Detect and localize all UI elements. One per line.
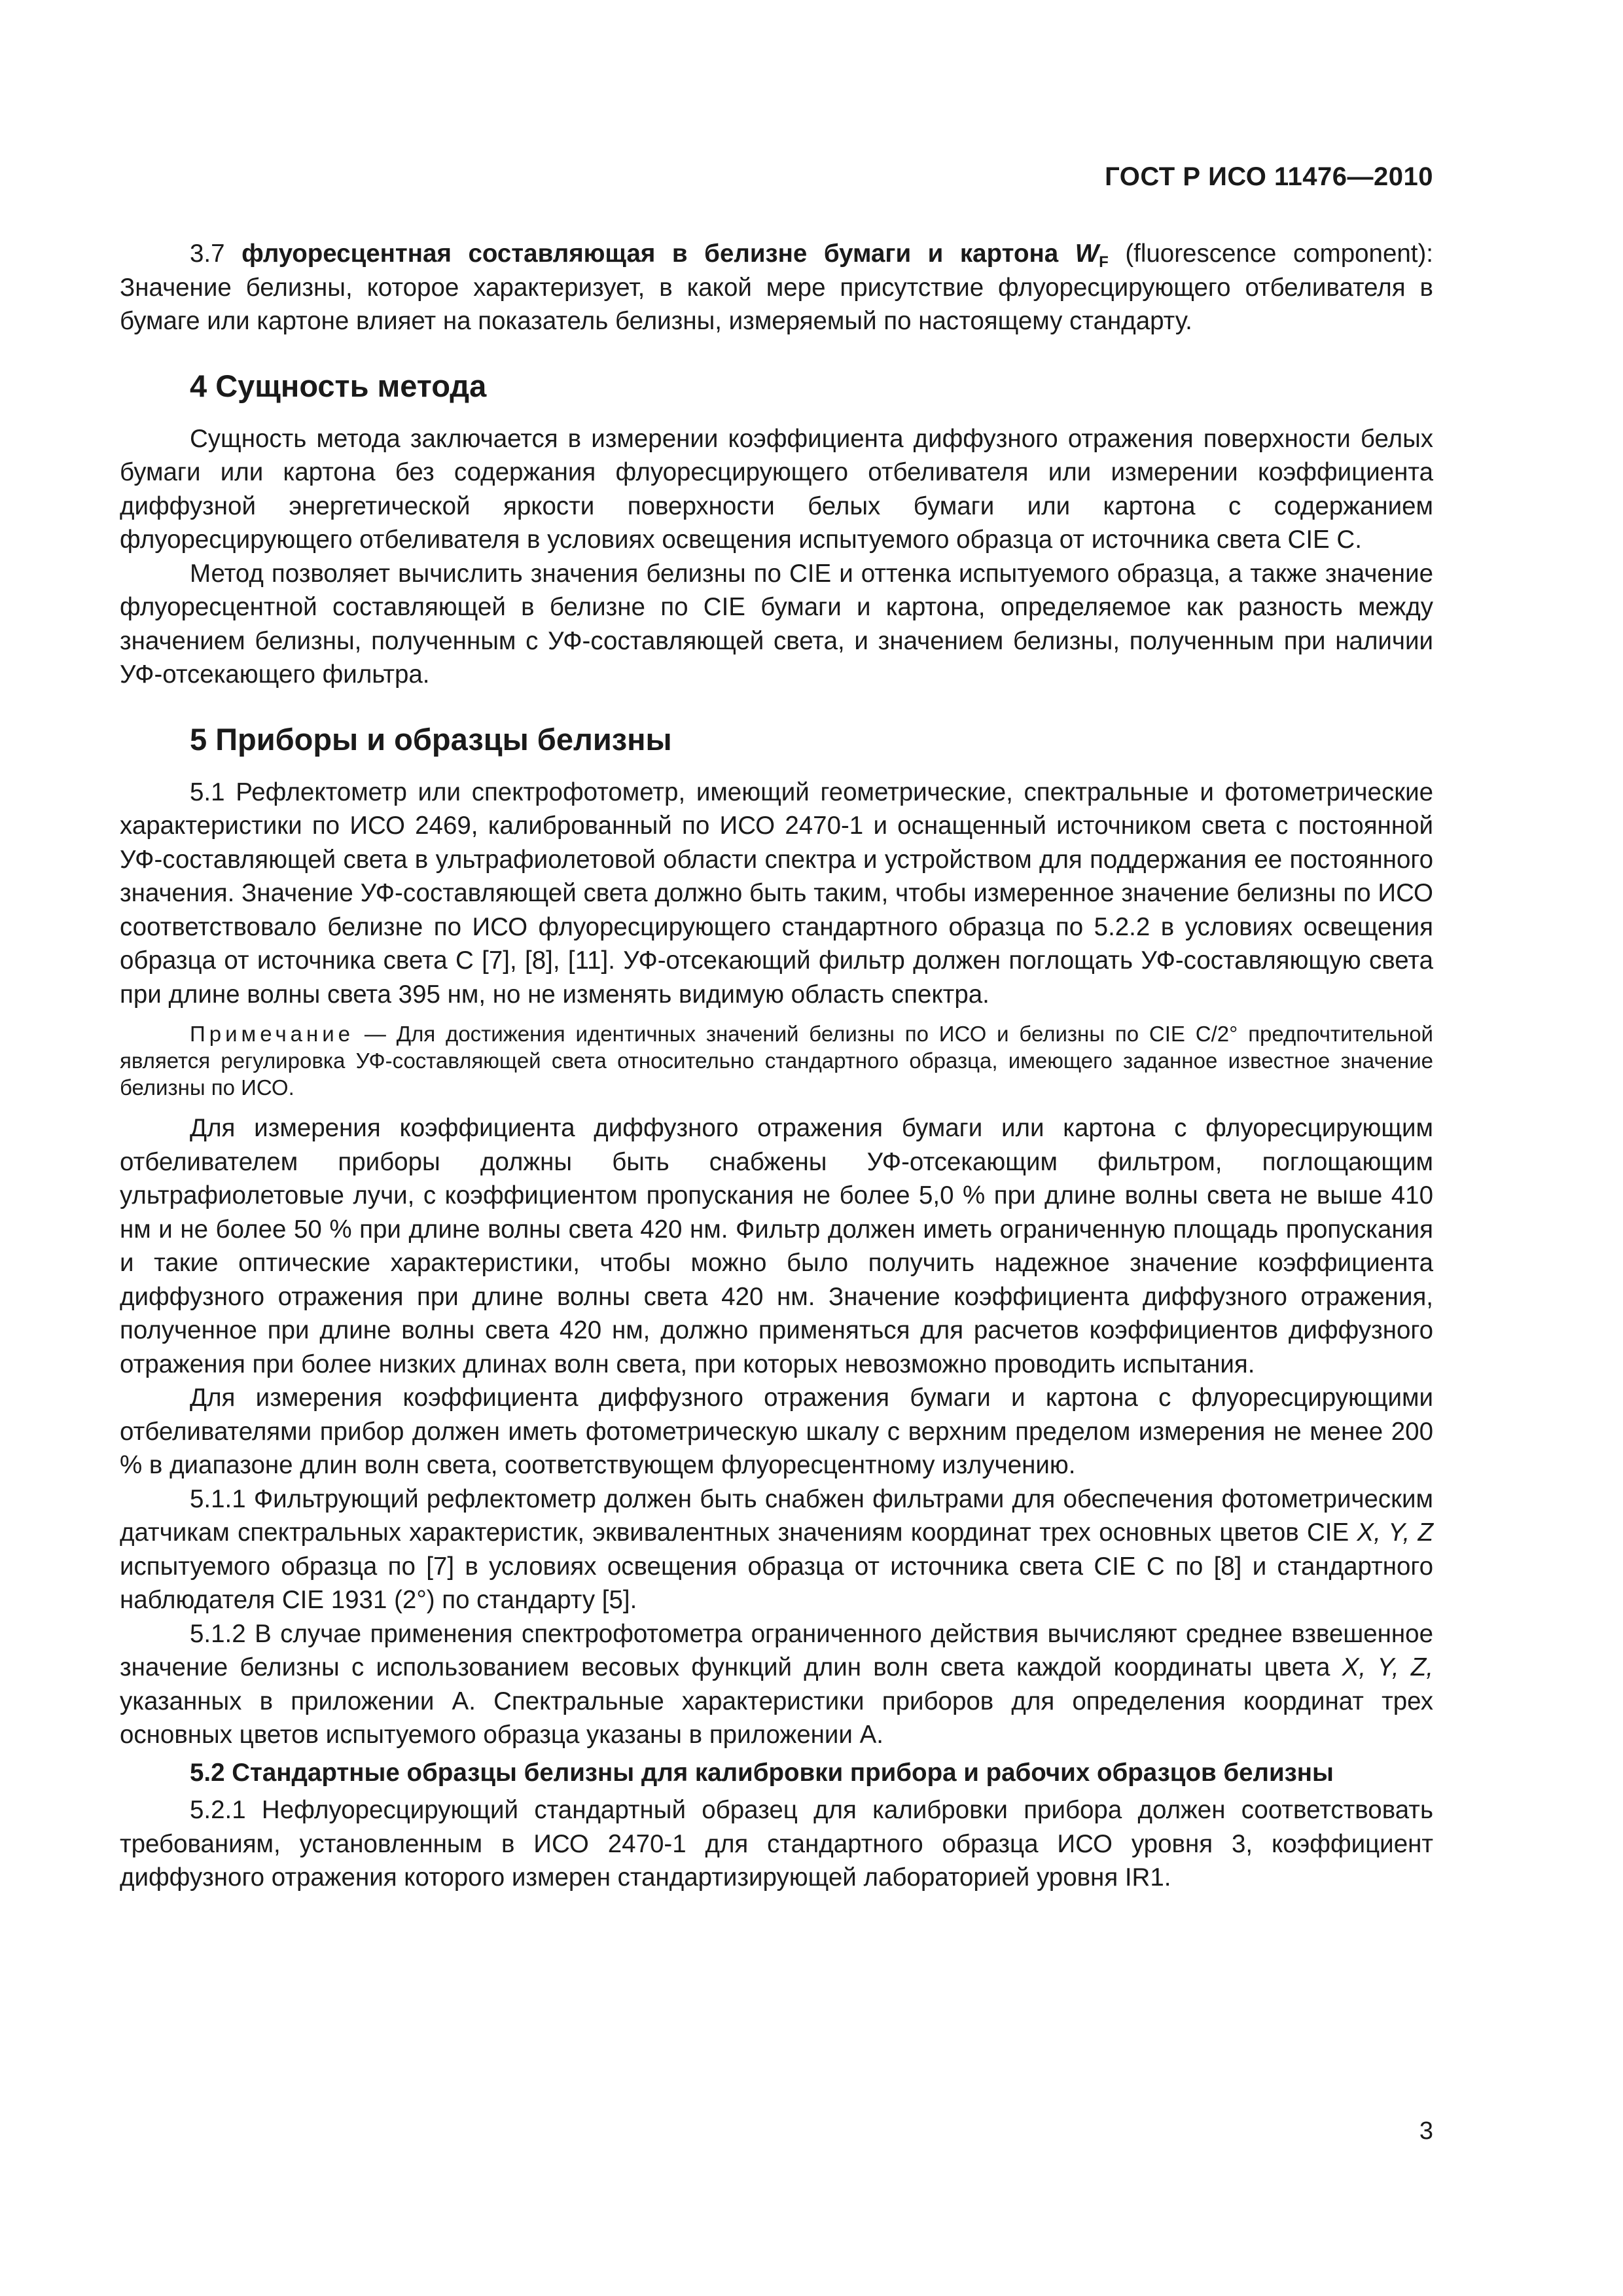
document-header: ГОСТ Р ИСО 11476—2010 [1105,162,1433,191]
term: флуоресцентная составляющая в белизне бумаги и картона [241,240,1059,268]
paragraph-5-1: 5.1 Рефлектометр или спектрофотометр, имеющий геометрические, спектральные и фотометрические характеристики по ИСО 2469, калиброванный по ИСО 2470-1 и оснащенный источником света с постоянной УФ-составляющей света в ультрафиолетовой области спектра и устройством для поддержания ее постоянного значения. Значение УФ-составляющей света должно быть таким, чтобы измеренное значение белизны по ИСО соответствовало белизне по ИСО флуоресцирующего стандартного образца по 5.2.2 в условиях освещения образца от источника света C [7], [8], [11]. УФ-отсекающий фильтр должен поглощать УФ-составляющую света при длине волны света 395 нм, но не изменять видимую область спектра. [120,778,1433,1009]
term-definition: (fluorescence component): Значение белизны, которое характеризует, в какой мере присутствие флуоресцирующего отбеливателя в бумаге или картоне влияет на показатель белизны, измеряемый по настоящему стандарту. [120,240,1433,335]
page-number: 3 [1419,2117,1433,2145]
paragraph-3-7 [120,237,1433,338]
section-5-heading: 5 Приборы и образцы белизны [190,721,672,757]
section-4-paragraph-1: Сущность метода заключается в измерении коэффициента диффузного отражения поверхности белых бумаги или картона без содержания флуоресцирующего отбеливателя или измерении коэффициента диффузной энергетической яркости поверхности белых бумаги или картона с содержанием флуоресцирующего отбеливателя в условиях освещения испытуемого образца от источника света CIE C. [120,424,1433,554]
section-4-paragraph-2: Метод позволяет вычислить значения белизны по CIE и оттенка испытуемого образца, а также значение флуоресцентной составляющей в белизне по CIE бумаги и картона, определяемое как разность между значением белизны, полученным с УФ-составляющей света, и значением белизны, полученным при наличии УФ-отсекающего фильтра. [120,559,1433,689]
paragraph-5-2-1: 5.2.1 Нефлуоресцирующий стандартный образец для калибровки прибора должен соответствовать требованиям, установленным в ИСО 2470-1 для стандартного образца ИСО уровня 3, коэффициент диффузного отражения которого измерен стандартизирующей лабораторией уровня IR1. [120,1796,1433,1892]
note-label: Примечание [190,1022,355,1046]
term-symbol: $W_F$ [1075,240,1109,271]
document-page [120,0,1433,2296]
paragraph-5-1-1: 5.1.1 Фильтрующий рефлектометр должен быть снабжен фильтрами для обеспечения фотометрическим датчикам спектральных характеристик, эквивалентных значениям координат трех основных цветов CIE X, Y, Z испытуемого образца по [7] в условиях освещения образца от источника света CIE C по [8] и стандартного наблюдателя CIE 1931 (2°) по стандарту [5]. [120,1484,1433,1614]
paragraph-5-1-2: 5.1.2 В случае применения спектрофотометра ограниченного действия вычисляют среднее взвешенное значение белизны с использованием весовых функций длин волн света каждой координаты цвета X, Y, Z, указанных в приложении А. Спектральные характеристики приборов для определения координат трех основных цветов испытуемого образца указаны в приложении А. [120,1619,1433,1749]
note-text: — Для достижения идентичных значений белизны по ИСО и белизны по CIE C/2° предпочтительной является регулировка УФ-составляющей света относительно стандартного образца, имеющего заданное известное значение белизны по ИСО. [120,1022,1433,1100]
paragraph-photometric-scale: Для измерения коэффициента диффузного отражения бумаги и картона с флуоресцирующими отбеливателями прибор должен иметь фотометрическую шкалу с верхним пределом измерения не менее 200 % в диапазоне длин волн света, соответствующем флуоресцентному излучению. [120,1384,1433,1479]
document-body [120,237,1433,1895]
clause-number: 3.7 [190,240,225,268]
paragraph-uv-filter: Для измерения коэффициента диффузного отражения бумаги или картона с флуоресцирующим отбеливателем приборы должны быть снабжены УФ-отсекающим фильтром, поглощающим ультрафиолетовые лучи, с коэффициентом пропускания не более 5,0 % при длине волны света не выше 410 нм и не более 50 % при длине волны света 420 нм. Фильтр должен иметь ограниченную площадь пропускания и такие оптические характеристики, чтобы можно было получить надежное значение коэффициента диффузного отражения при длине волны света 420 нм. Значение коэффициента диффузного отражения, полученное при длине волны света 420 нм, должно применяться для расчетов коэффициентов диффузного отражения при более низких длинах волн света, при которых невозможно проводить испытания. [120,1114,1433,1378]
subsection-5-2-heading: 5.2 Стандартные образцы белизны для калибровки прибора и рабочих образцов белизны [190,1758,1334,1787]
section-4-heading: 4 Сущность метода [190,368,487,403]
note [120,1020,1433,1101]
